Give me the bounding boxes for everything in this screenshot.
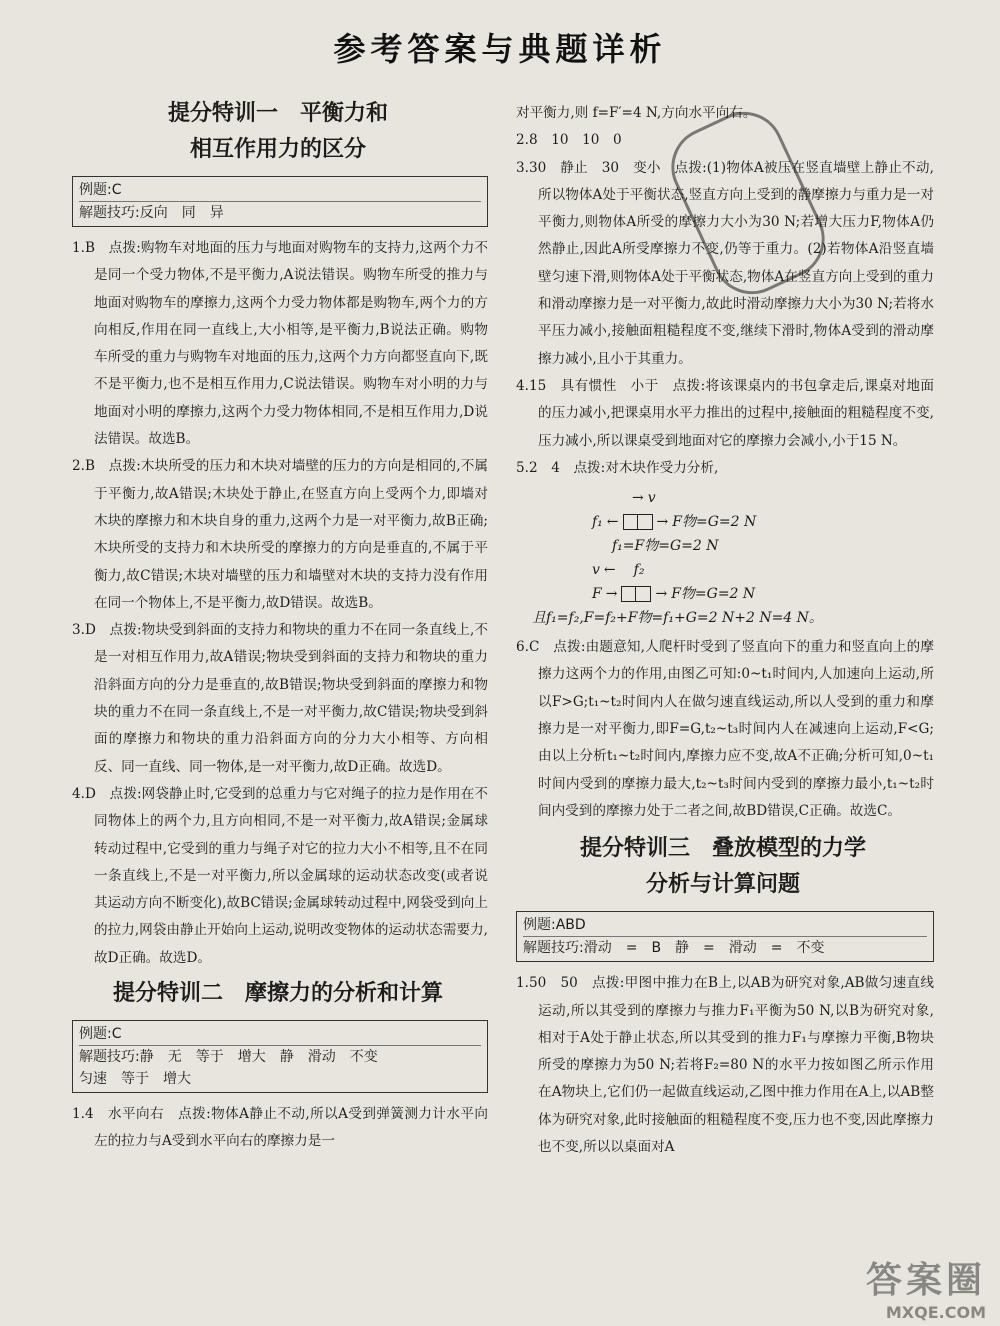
diagram-row-2: v ← f₂ [592,558,934,582]
section3-item-1: 1.50 50 点拨:甲图中推力在B上,以AB为研究对象,AB做匀速直线运动,所以其受到的摩擦力与推力F₁平衡为50 N,以B为研究对象,相对于A处于静止状态,所以其受到的推力F₁与摩擦力平衡,B物块所受的摩擦力为50 N;若将F₂=80 N的水平力按如图乙所示作用在A物块上,它们仍一起做直线运动,乙图中推力作用在A上,以AB整体为研究对象,此时接触面的粗糙程度不变,压力也不变,因此摩擦力也不变,所以以桌面对A [516,975,934,1156]
section3-title-line2: 分析与计算问题 [645,872,800,898]
section1-item-1: 1.B 点拨:购物车对地面的压力与地面对购物车的支持力,这两个力不是同一个受力物体,不是平衡力,A说法错误。购物车所受的推力与地面对购物车的摩擦力,这两个力受力物体都是购物车,两个力的方向相反,作用在同一直线上,大小相等,是平衡力,B说法正确。购物车所受的重力与购物车对地面的压力,这两个力方向都竖直向下,既不是平衡力,也不是相互作用力,C说法错误。购物车对小明的力与地面对小明的摩擦力,这两个力受力物体相同,不是相互作用力,D说法错误。故选B。 [72,240,488,448]
watermark-url: MXQE.COM [885,1303,986,1322]
section2-answer-box [72,1020,488,1093]
section3-title-line1: 提分特训三 叠放模型的力学 [579,836,866,862]
page-title: 参考答案与典题详析 [333,30,667,68]
section2-item-1: 1.4 水平向右 点拨:物体A静止不动,所以A受到弹簧测力计水平向左的拉力与A受到水平向右的摩擦力是一 [72,1106,488,1150]
section2-item-4: 4.15 具有惯性 小于 点拨:将该课桌内的书包拿走后,课桌对地面的压力减小,把课桌用水平力推出的过程中,接触面的粗糙程度不变,压力减小,所以课桌受到地面对它的摩擦力会减小,小于15 N。 [516,377,934,449]
section1-item-3: 3.D 点拨:物块受到斜面的支持力和物块的重力不在同一条直线上,不是一对相互作用力,故A错误;物块受到斜面的支持力和物块的重力沿斜面方向的分力是垂直的,故B错误;物块受到斜面的摩擦力和物块的重力不在同一条直线上,不是一对平衡力,故C错误;物块受到斜面的摩擦力和物块的重力沿斜面方向的分力大小相等、方向相反、同一直线、同一物体,是一对平衡力,故D正确。故选D。 [72,622,488,775]
diagram-row-1: f₁ ← → F物=G=2 N [592,510,934,534]
watermark [866,1252,986,1322]
section2-tips-line1: 解题技巧:静 无 等于 增大 静 滑动 不变 [79,1049,378,1066]
diagram-eq-3: F物=G=2 N [671,586,756,603]
section3-example: 例题:ABD [523,914,927,937]
friction-label-2: f₂ [633,562,645,579]
friction-label-1: f₁ [592,514,603,531]
section2-item-2: 2.8 10 10 0 [516,132,622,149]
diagram-eq-4: 且f₁=f₂,F=f₂+F物=f₁+G=2 N+2 N=4 N。 [532,610,823,627]
left-column [68,92,488,1156]
section1-item-2: 2.B 点拨:木块所受的压力和木块对墙壁的压力的方向是相同的,不属于平衡力,故A错误;木块处于静止,在竖直方向上受两个力,即墙对木块的摩擦力和木块自身的重力,这两个力是一对平衡力,故B正确;木块所受的支持力和木块所受的摩擦力的方向是垂直的,不属于平衡力,故C错误;木块对墙壁的压力和墙壁对木块的支持力没有作用在同一个物体上,不是平衡力,故D错误。故选B。 [72,458,488,611]
section2-title: 提分特训二 摩擦力的分析和计算 [112,981,443,1007]
section2-item-6: 6.C 点拨:由题意知,人爬杆时受到了竖直向下的重力和竖直向上的摩擦力这两个力的作用,由图乙可知:0~t₁时间内,人加速向上运动,所以F>G;t₁~t₂时间内人在做匀速直线运动,所以人受到的重力和摩擦力是一对平衡力,即F=G,t₂~t₃时间内人在减速向上运动,F<G;由以上分析t₁~t₂时间内,摩擦力应不变,故A不正确;分析可知,0~t₁时间内受到的摩擦力最大,t₂~t₃时间内受到的摩擦力最小,t₁~t₂时间内受到的摩擦力处于二者之间,故BD错误,C正确。故选C。 [516,639,934,819]
force-label-F: F [592,586,602,603]
section1-title [68,96,488,168]
diagram-eq-2: f₁=F物=G=2 N [612,538,719,555]
block-icon-2 [621,586,651,602]
section2-item-3: 3.30 静止 30 变小 点拨:(1)物体A被压在竖直墙壁上静止不动,所以物体A处于平衡状态,竖直方向上受到的静摩擦力与重力是一对平衡力,则物体A所受的摩擦力大小为30 N;若增大压力F,物体A仍然静止,因此A所受摩擦力不变,仍等于重力。(2)若物体A沿竖直墙壁匀速下滑,则物体A处于平衡状态,物体A在竖直方向上受到的重力和滑动摩擦力是一对平衡力,故此时滑动摩擦力大小为30 N;若将水平压力减小,接触面粗糙程度不变,继续下滑时,物体A受到的滑动摩擦力减小,且小于其重力。 [516,159,934,367]
section3-title [512,831,934,903]
section2-item-5: 5.2 4 点拨:对木块作受力分析, [516,459,719,476]
section1-item-4: 4.D 点拨:网袋静止时,它受到的总重力与它对绳子的拉力是作用在不同物体上的两个力,且方向相同,不是一对平衡力,故A错误;金属球转动过程中,它受到的重力与绳子对它的拉力大小不相等,且不在同一条直线上,不是一对平衡力,所以金属球的运动状态改变(或者说其运动方向不断变化),故BC错误;金属球转动过程中,网袋受到向上的拉力,网袋由静止开始向上运动,说明改变物体的运动状态需要力,故D正确。故选D。 [72,785,488,966]
section1-example: 例题:C [79,179,481,202]
section3-tips: 解题技巧:滑动 = B 静 = 滑动 = 不变 [523,940,825,957]
continued-line: 对平衡力,则 f=F′=4 N,方向水平向右。 [516,105,757,121]
force-diagram [532,486,934,630]
block-icon [623,514,653,530]
velocity-label-2: v [592,562,600,579]
section1-answer-box [72,176,488,227]
velocity-arrow-1: → v [592,486,934,510]
section2-example: 例题:C [79,1023,481,1046]
section3-answer-box [516,911,934,962]
section1-title-line1: 提分特训一 平衡力和 [167,101,388,126]
diagram-row-3: F → → F物=G=2 N [592,582,934,606]
watermark-logo: 答案圈 [865,1260,986,1301]
section1-tips: 解题技巧:反向 同 异 [79,205,224,221]
section1-title-line2: 相互作用力的区分 [189,137,366,162]
section2-tips-line2: 匀速 等于 增大 [79,1071,191,1088]
velocity-label-1: v [647,490,656,507]
diagram-eq-1: F物=G=2 N [672,514,757,531]
